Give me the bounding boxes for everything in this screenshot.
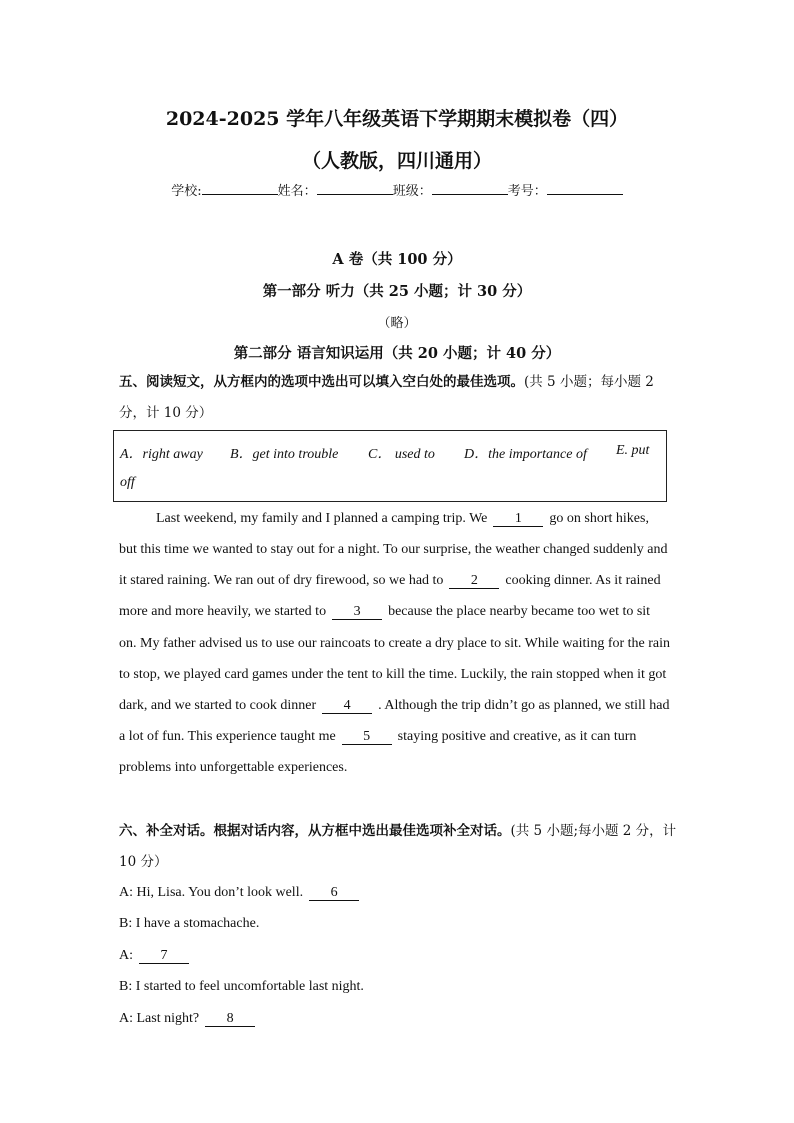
passage-line: to stop, we played card games under the tent to kill the time. Luckily, the rain stopped when it got (119, 667, 667, 682)
a-paper-heading: A 卷（共 100 分） (332, 251, 462, 268)
exam-number-field[interactable] (547, 180, 623, 195)
part1-heading: 第一部分 听力（共 25 小题；计 30 分） (262, 283, 532, 300)
exam-title: 2024-2025 学年八年级英语下学期期末模拟卷（四） (165, 108, 629, 130)
options-box (113, 430, 667, 502)
blank-3[interactable]: 3 (332, 605, 382, 620)
part1-note: （略） (377, 316, 417, 331)
section6-instruction-bold: 六、补全对话。根据对话内容，从方框中选出最佳选项补全对话。 (119, 823, 511, 839)
name-field[interactable] (317, 180, 393, 195)
part2-heading: 第二部分 语言知识运用（共 20 小题；计 40 分） (233, 345, 561, 362)
passage-line: a lot of fun. This experience taught me 5 staying positive and creative, as it can turn (119, 729, 637, 744)
section5-instruction (119, 367, 679, 429)
passage-line: it stared raining. We ran out of dry firewood, so we had to 2 cooking dinner. As it rained (119, 573, 661, 588)
passage-line: more and more heavily, we started to 3 because the place nearby became too wet to sit (119, 604, 651, 619)
dialogue-line: B: I have a stomachache. (119, 916, 260, 931)
passage-line: Last weekend, my family and I planned a camping trip. We 1 go on short hikes, (156, 511, 649, 526)
blank-6[interactable]: 6 (309, 886, 359, 901)
student-info-row (0, 180, 794, 199)
exam-subtitle: （人教版，四川通用） (301, 150, 492, 172)
class-field[interactable] (432, 180, 508, 195)
name-label: 姓名： (277, 184, 317, 199)
dialogue-line: A: Hi, Lisa. You don’t look well. 6 (119, 885, 365, 901)
passage-line: dark, and we started to cook dinner 4 . Although the trip didn’t go as planned, we still had (119, 698, 670, 713)
school-label: 学校: (171, 184, 202, 199)
option-c: C． used to (368, 447, 435, 462)
exam-number-label: 考号： (507, 184, 547, 199)
passage-line: on. My father advised us to use our raincoats to create a dry place to sit. While waiting for the rain (119, 636, 671, 651)
option-e-continued: off (120, 475, 135, 490)
passage-line: problems into unforgettable experiences. (119, 760, 348, 775)
class-label: 班级： (392, 184, 432, 199)
option-b: B．get into trouble (230, 447, 339, 462)
blank-5[interactable]: 5 (342, 730, 392, 745)
blank-7[interactable]: 7 (139, 949, 189, 964)
section5-instruction-bold: 五、阅读短文，从方框内的选项中选出可以填入空白处的最佳选项。 (119, 374, 524, 390)
dialogue-line: B: I started to feel uncomfortable last night. (119, 979, 364, 994)
blank-1[interactable]: 1 (493, 512, 543, 527)
section6-instruction (119, 816, 679, 878)
option-e: E. put (616, 443, 650, 458)
section5-instruction-score: (共 5 小题；每小题 2 分，计 10 分） (119, 374, 654, 421)
section6-instruction-score: (共 5 小题;每小题 2 分，计 10 分） (119, 823, 677, 870)
option-d: D．the importance of (464, 447, 587, 462)
option-a: A．right away (120, 447, 203, 462)
blank-8[interactable]: 8 (205, 1012, 255, 1027)
dialogue-line: A: Last night? 8 (119, 1011, 261, 1027)
passage-line: but this time we wanted to stay out for a night. To our surprise, the weather changed suddenly and (119, 542, 668, 557)
blank-2[interactable]: 2 (449, 574, 499, 589)
blank-4[interactable]: 4 (322, 699, 372, 714)
school-field[interactable] (202, 180, 278, 195)
dialogue-line: A: 7 (119, 948, 195, 964)
